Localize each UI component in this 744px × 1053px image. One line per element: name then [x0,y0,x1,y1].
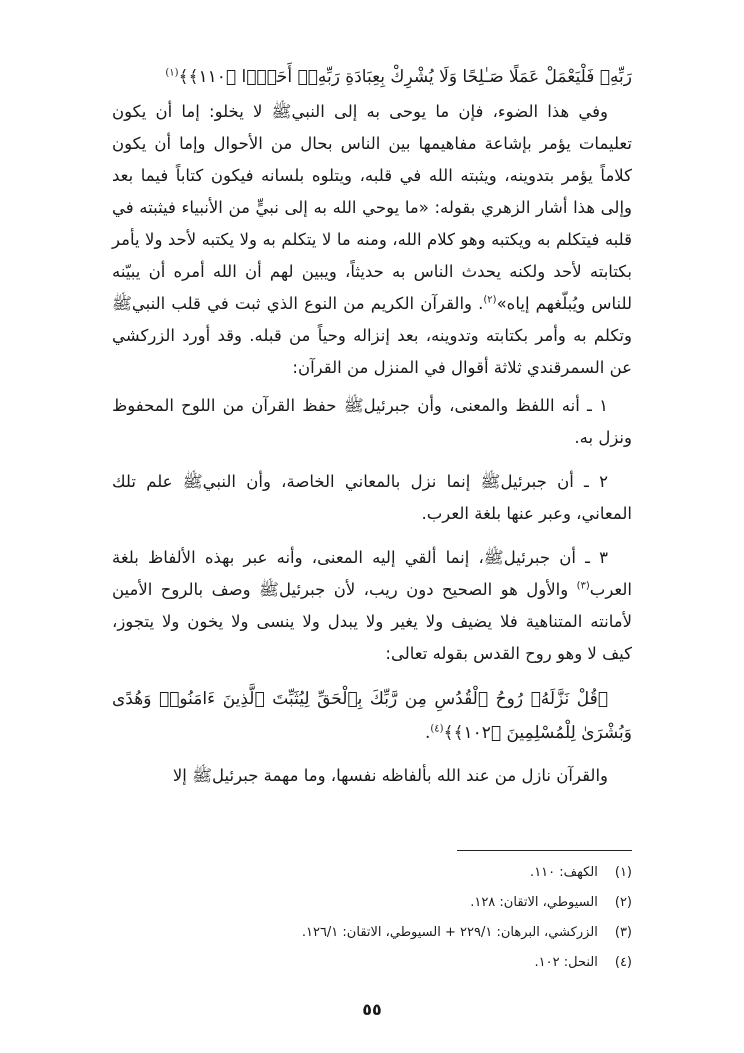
footnote-divider [457,850,632,851]
footnotes [112,858,632,978]
paragraph-tail: . والقرآن الكريم من النوع الذي ثبت في قلب النبيﷺ وتكلم به وأمر بكتابته وتدوينه، بعد إنزاله وحياً من قبله. وقد أورد الزركشي عن السمرقندي ثلاثة أقوال في المنزل من القرآن: [112,294,632,377]
footnote-ref-2: (٢) [483,294,497,306]
opinion-item-3 [112,542,632,670]
page-number: ٥٥ [362,1000,382,1019]
footnote-number: (٣) [614,925,632,940]
footnote-number: (١) [614,865,632,880]
footnote-ref-1: (١) [165,67,179,79]
footnote-ref-3: (٣) [576,580,590,592]
verse-continuation [112,60,632,94]
opinion-text: ٣ ـ أن جبرئيلﷺ، إنما ألقي إليه المعنى، وأنه عبر بهذه الألفاظ بلغة العرب [112,548,632,599]
opinion-item-1 [112,390,632,454]
opinion-item-2 [112,466,632,530]
paragraph-text: والقرآن نازل من عند الله بألفاظه نفسها، وما مهمة جبرئيلﷺ إلا [172,766,608,785]
quran-end: . [424,723,431,743]
paragraph-last [112,760,632,792]
opinion-tail: والأول هو الصحيح دون ريب، لأن جبرئيلﷺ وصف بالروح الأمين لأمانته المتناهية فلا يضيف ولا يغير ولا يبدل ولا ينسى ولا يخون ولا يتجوز، كيف لا وهو روح القدس بقوله تعالى: [112,580,632,663]
footnote-text: النحل: ١٠٢. [534,955,598,970]
quran-text: ﴿قُلْ نَزَّلَهُۥ رُوحُ ٱلْقُدُسِ مِن رَّبِّكَ بِٱلْحَقِّ لِيُثَبِّتَ ٱلَّذِينَ ءَامَنُوا۟ وَهُدًى وَبُشْرَىٰ لِلْمُسْلِمِينَ ﴿١٠٢﴾﴾ [112,689,632,743]
footnote-text: السيوطي، الاتقان: ١٢٨. [470,895,598,910]
footnote-text: الكهف: ١١٠. [530,865,598,880]
footnote-ref-4: (٤) [430,723,444,735]
footnote-2 [112,888,632,918]
footnote-text: الزركشي، البرهان: ٢٢٩/١ + السيوطي، الاتقان: ١٢٦/١. [301,925,598,940]
footnote-4 [112,948,632,978]
paragraph-revelation [112,96,632,384]
footnote-1 [112,858,632,888]
body-text [112,60,632,798]
paragraph-text: وفي هذا الضوء، فإن ما يوحى به إلى النبيﷺ لا يخلو: إما أن يكون تعليمات يؤمر بإشاعة مفاهيمها بين الناس بحال من الأحوال وإما أن يكون كلاماً يؤمر بتدوينه، ويثبته الله في قلبه، ويتلوه بلسانه فيكون كتاباً فيما بعد وإلى هذا أشار الزهري بقوله: «ما يوحي الله به إلى نبيٍّ من الأنبياء فيثبته في قلبه فيتكلم به ويكتبه وهو كلام الله، ومنه ما لا يتكلم به ولا يكتبه لأحد ولا يأمر بكتابته لأحد ولكنه يحدث الناس به حديثاً، ويبين لهم أن الله أمره أن يبيّنه للناس ويُبلّغهم إياه» [112,102,632,313]
footnote-number: (٢) [614,895,632,910]
opinion-text: ٢ ـ أن جبرئيلﷺ إنما نزل بالمعاني الخاصة، وأن النبيﷺ علم تلك المعاني، وعبر عنها بلغة العرب. [112,472,632,523]
opinion-text: ١ ـ أنه اللفظ والمعنى، وأن جبرئيلﷺ حفظ القرآن من اللوح المحفوظ ونزل به. [112,396,632,447]
verse-text: رَبِّهِۦ فَلْيَعْمَلْ عَمَلًا صَـٰلِحًا وَلَا يُشْرِكْ بِعِبَادَةِ رَبِّهِۦٓ أَحَدًۢا ﴿١١٠﴾﴾ [178,67,632,87]
footnote-3 [112,918,632,948]
quran-verse [112,682,632,750]
footnote-number: (٤) [614,955,632,970]
